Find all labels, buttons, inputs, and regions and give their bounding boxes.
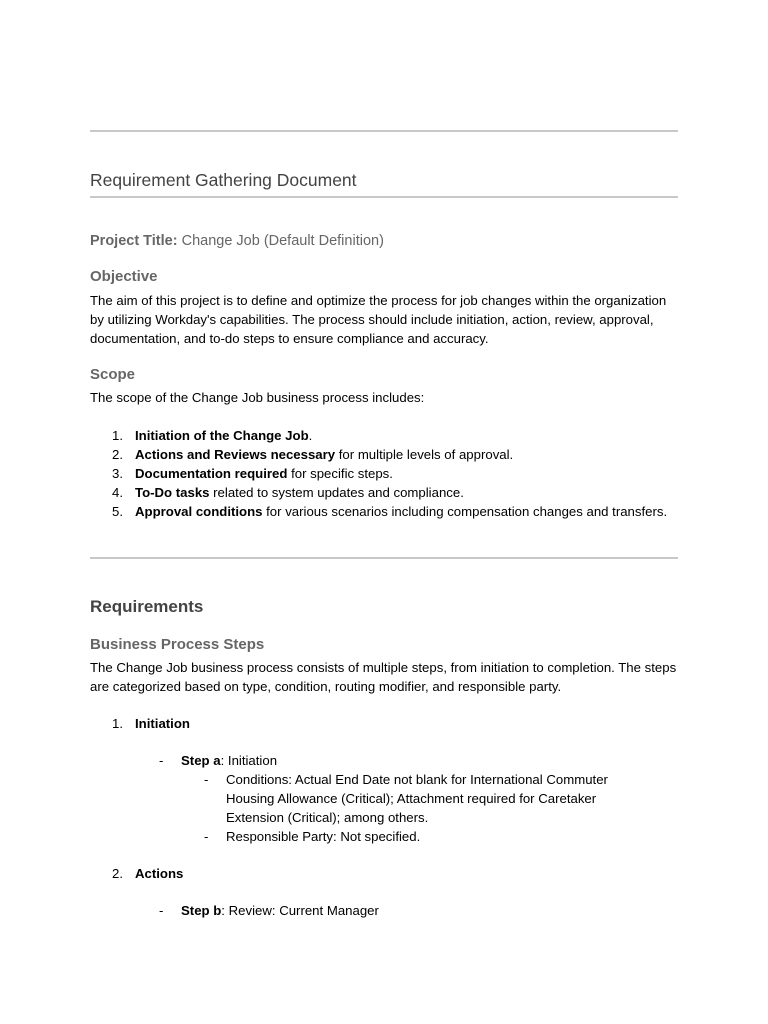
business-process-steps-text: The Change Job business process consists of multiple steps, from initiation to completion. The steps are categorized based on type, condition, routing modifier, and responsible party. [90, 660, 677, 694]
section-divider [90, 557, 678, 559]
title-divider [90, 196, 678, 198]
step-label: Step a [181, 753, 221, 768]
bullet-dash: - [159, 753, 164, 768]
list-item-bold: Actions and Reviews necessary [135, 447, 336, 462]
scope-list-item [90, 502, 680, 521]
list-number: 1. [112, 428, 123, 443]
step-text: : Initiation [220, 753, 278, 768]
step-text: : Review: Current Manager [221, 903, 379, 918]
list-item-text: for multiple levels of approval. [335, 447, 514, 462]
list-number: 3. [112, 466, 123, 481]
project-title-label: Project Title: [90, 233, 178, 249]
scope-intro: The scope of the Change Job business process includes: [90, 390, 425, 405]
detail-text: Conditions: Actual End Date not blank for International Commuter Housing Allowance (Critical); Attachment required for Caretaker Extension (Critical); among others. [226, 772, 608, 825]
list-number: 2. [112, 447, 123, 462]
step-a [159, 751, 278, 770]
scope-heading: Scope [90, 366, 136, 383]
bullet-dash: - [204, 829, 209, 844]
list-number: 2. [112, 866, 123, 881]
section-initiation [90, 714, 680, 733]
detail-text: Responsible Party: Not specified. [226, 829, 421, 844]
objective-heading: Objective [90, 268, 158, 285]
section-item [90, 714, 680, 733]
scope-list-item [90, 483, 680, 502]
list-item-bold: To-Do tasks [135, 485, 210, 500]
list-number: 4. [112, 485, 123, 500]
section-title: Initiation [135, 716, 190, 731]
scope-list [90, 426, 680, 521]
section-item [90, 864, 680, 883]
business-process-steps-heading: Business Process Steps [90, 636, 265, 653]
scope-list-item [90, 464, 680, 483]
project-title [90, 233, 384, 249]
document-title: Requirement Gathering Document [90, 170, 357, 190]
list-item-bold: Approval conditions [135, 504, 263, 519]
project-title-value: Change Job (Default Definition) [177, 233, 384, 249]
list-item-text: . [308, 428, 313, 443]
step-label: Step b [181, 903, 222, 918]
bullet-dash: - [204, 772, 209, 787]
requirements-heading: Requirements [90, 597, 204, 616]
top-divider [90, 130, 678, 132]
list-item-bold: Documentation required [135, 466, 288, 481]
list-item-bold: Initiation of the Change Job [135, 428, 309, 443]
step-a-conditions [204, 770, 646, 827]
scope-list-item [90, 426, 680, 445]
objective-text: The aim of this project is to define and optimize the process for job changes within the organization by utilizing Workday's capabilities. The process should include initiation, action, review, approval, documentation, and to-do steps to ensure compliance and accuracy. [90, 293, 667, 346]
list-item-text: related to system updates and compliance. [209, 485, 464, 500]
list-number: 1. [112, 716, 123, 731]
list-item-text: for specific steps. [287, 466, 393, 481]
bullet-dash: - [159, 903, 164, 918]
section-actions [90, 864, 680, 883]
scope-list-item [90, 445, 680, 464]
step-b [159, 901, 379, 920]
list-item-text: for various scenarios including compensation changes and transfers. [262, 504, 668, 519]
step-a-responsible-party [204, 827, 646, 846]
section-title: Actions [135, 866, 184, 881]
list-number: 5. [112, 504, 123, 519]
